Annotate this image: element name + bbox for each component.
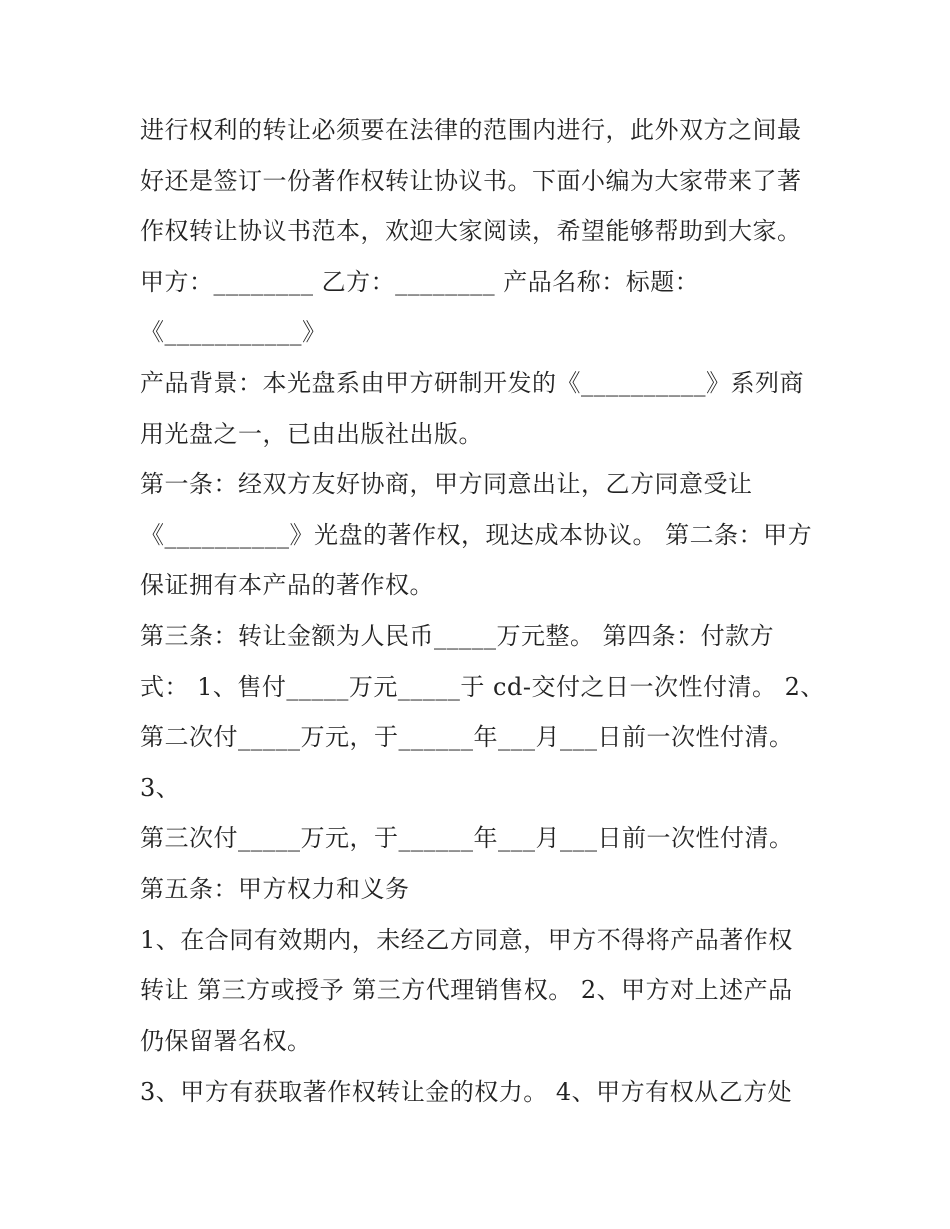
text-line: 式： 1、售付_____万元_____于 cd-交付之日一次性付清。 2、 [140,673,825,701]
text-line: 仍保留署名权。 [140,1027,312,1055]
text-line: 第三条：转让金额为人民币_____万元整。 第四条：付款方 [140,622,775,650]
text-line: 转让 第三方或授予 第三方代理销售权。 2、甲方对上述产品 [140,976,793,1004]
text-line: 甲方：________ 乙方：________ 产品名称：标题： [140,268,700,296]
text-line: 《___________》 [140,318,327,346]
text-line: 第三次付_____万元，于______年___月___日前一次性付清。 [140,824,794,852]
text-line: 进行权利的转让必须要在法律的范围内进行，此外双方之间最 [140,116,802,144]
text-line: 作权转让协议书范本，欢迎大家阅读，希望能够帮助到大家。 [140,217,802,245]
text-line: 1、在合同有效期内，未经乙方同意，甲方不得将产品著作权 [140,926,793,954]
text-line: 第五条：甲方权力和义务 [140,875,410,903]
text-line: 《__________》光盘的著作权，现达成本协议。 第二条：甲方 [140,521,813,549]
text-line: 第一条：经双方友好协商，甲方同意出让，乙方同意受让 [140,470,753,498]
text-line: 第二次付_____万元，于______年___月___日前一次性付清。 [140,723,794,751]
text-line: 3、甲方有获取著作权转让金的权力。 4、甲方有权从乙方处 [140,1078,793,1106]
text-line: 产品背景：本光盘系由甲方研制开发的《__________》系列商 [140,369,804,397]
text-line: 3、 [140,774,181,802]
text-line: 保证拥有本产品的著作权。 [140,571,434,599]
text-line: 好还是签订一份著作权转让协议书。下面小编为大家带来了著 [140,167,802,195]
text-line: 用光盘之一，已由出版社出版。 [140,420,483,448]
